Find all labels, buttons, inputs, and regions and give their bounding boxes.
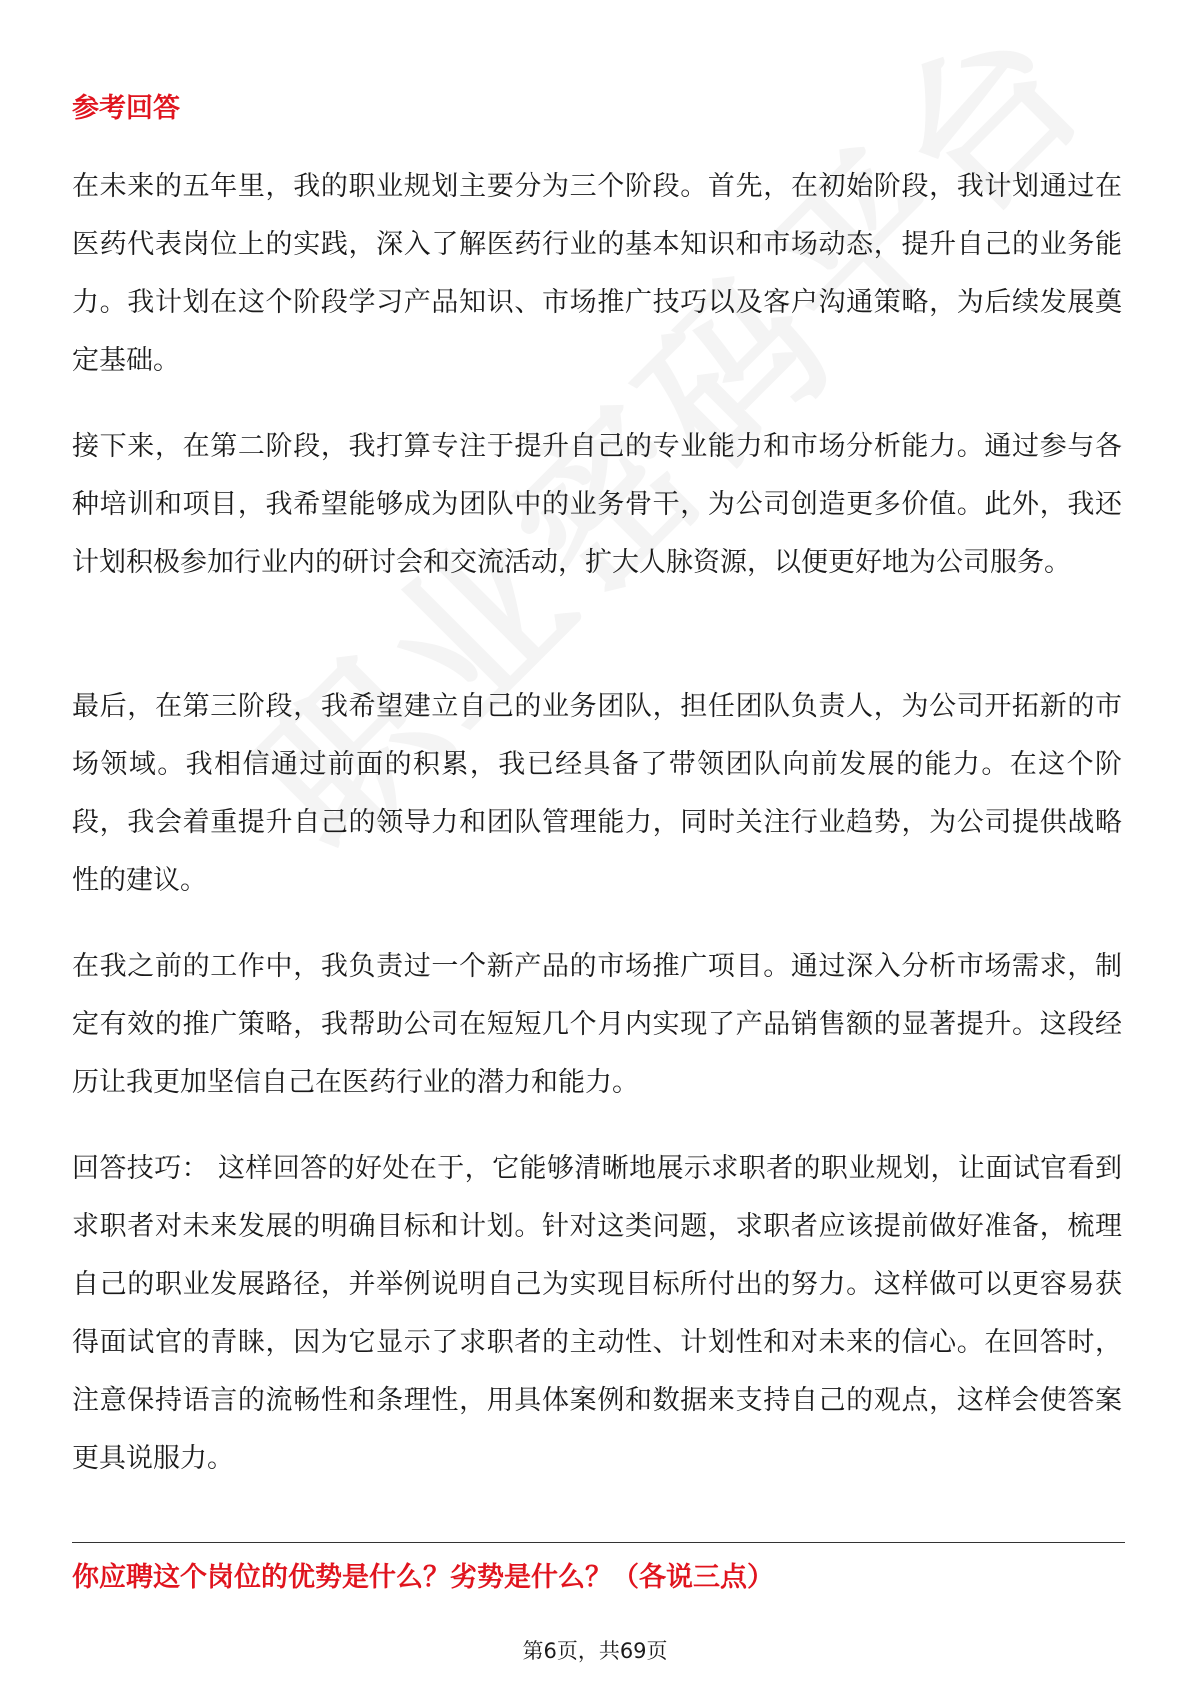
section-divider <box>72 1542 1125 1543</box>
answer-paragraph-4: 在我之前的工作中，我负责过一个新产品的市场推广项目。通过深入分析市场需求，制定有效的推广策略，我帮助公司在短短几个月内实现了产品销售额的显著提升。这段经历让我更加坚信自己在医药行业的潜力和能力。 <box>72 951 1122 1098</box>
answer-paragraph-3: 最后，在第三阶段，我希望建立自己的业务团队，担任团队负责人，为公司开拓新的市场领域。我相信通过前面的积累，我已经具备了带领团队向前发展的能力。在这个阶段，我会着重提升自己的领导力和团队管理能力，同时关注行业趋势，为公司提供战略性的建议。 <box>72 691 1122 896</box>
page-number-footer: 第6页，共69页 <box>522 1639 668 1663</box>
answer-paragraph-1: 在未来的五年里，我的职业规划主要分为三个阶段。首先，在初始阶段，我计划通过在医药代表岗位上的实践，深入了解医药行业的基本知识和市场动态，提升自己的业务能力。我计划在这个阶段学习产品知识、市场推广技巧以及客户沟通策略，为后续发展奠定基础。 <box>72 171 1122 376</box>
answer-tips-paragraph: 回答技巧： 这样回答的好处在于，它能够清晰地展示求职者的职业规划，让面试官看到求职者对未来发展的明确目标和计划。针对这类问题，求职者应该提前做好准备，梳理自己的职业发展路径，并举例说明自己为实现目标所付出的努力。这样做可以更容易获得面试官的青睐，因为它显示了求职者的主动性、计划性和对未来的信心。在回答时，注意保持语言的流畅性和条理性，用具体案例和数据来支持自己的观点，这样会使答案更具说服力。 <box>72 1153 1122 1474</box>
next-question-heading: 你应聘这个岗位的优势是什么？劣势是什么？（各说三点） <box>72 1562 774 1593</box>
answer-paragraph-2: 接下来，在第二阶段，我打算专注于提升自己的专业能力和市场分析能力。通过参与各种培训和项目，我希望能够成为团队中的业务骨干，为公司创造更多价值。此外，我还计划积极参加行业内的研讨会和交流活动，扩大人脉资源，以便更好地为公司服务。 <box>72 431 1122 578</box>
section-title: 参考回答 <box>72 93 180 124</box>
